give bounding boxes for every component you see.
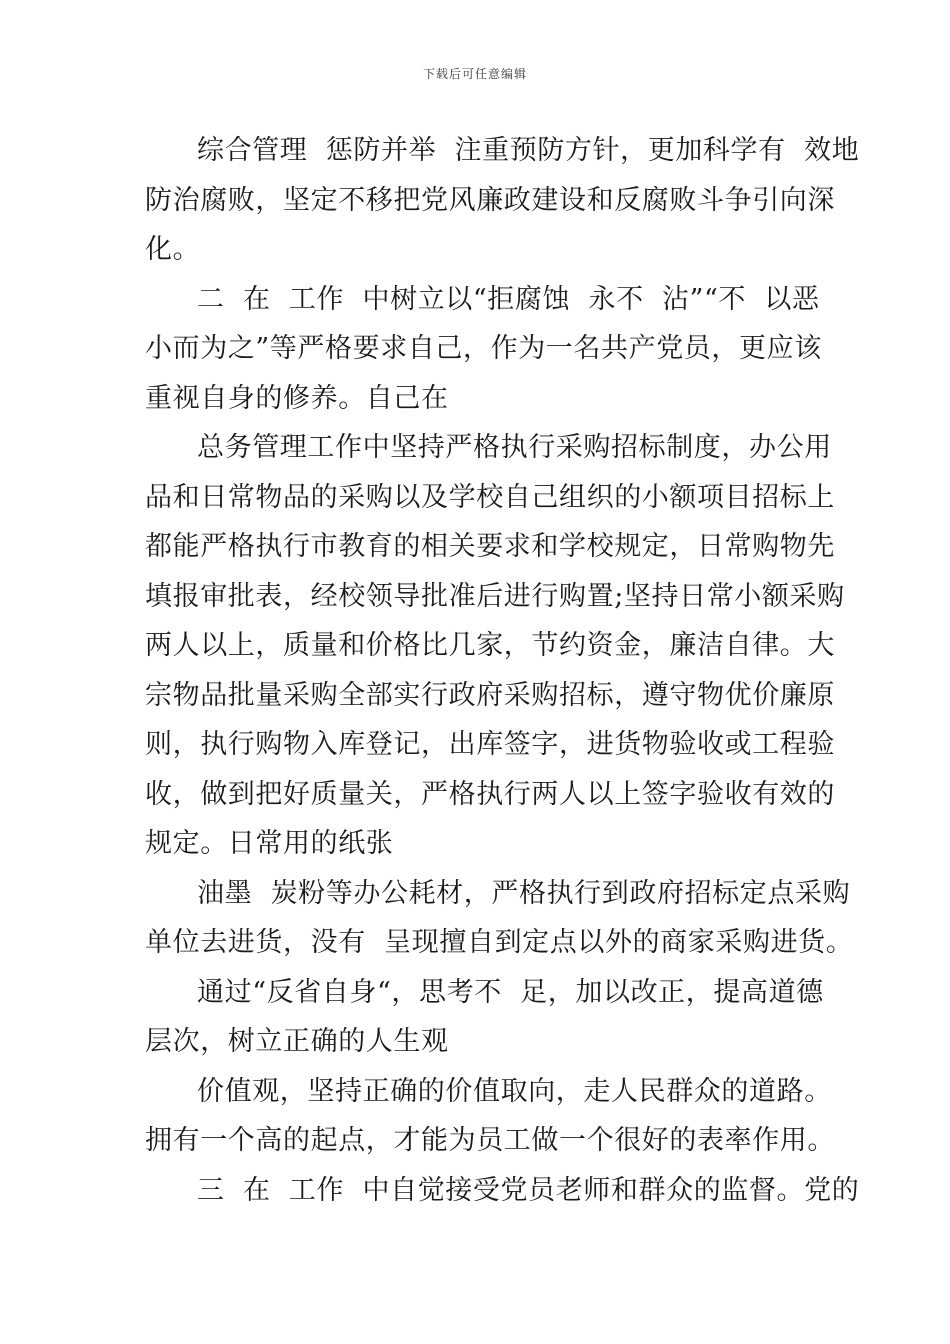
text-line: 总务管理工作中坚持严格执行采购招标制度，办公用 [197, 432, 832, 463]
text-line: 规定。日常用的纸张 [145, 828, 394, 859]
text-line: 二 在 工作 中树立以“拒腐蚀 永不 沾”“不 以恶 [197, 283, 820, 315]
text-line: 综合管理 惩防并举 注重预防方针，更加科学有 效地 [197, 135, 860, 166]
text-line: 宗物品批量采购全部实行政府采购招标，遵守物优价廉原 [145, 679, 835, 711]
text-line: 收，做到把好质量关，严格执行两人以上签字验收有效的 [145, 778, 835, 810]
text-line: 三 在 工作 中自觉接受党员老师和群众的监督。党的 [197, 1174, 860, 1206]
text-line: 则，执行购物入库登记，出库签字，进货物验收或工程验 [145, 729, 835, 760]
text-line: 重视自身的修养。自己在 [145, 382, 449, 414]
text-line: 油墨 炭粉等办公耗材，严格执行到政府招标定点采购 [197, 877, 851, 909]
text-line: 防治腐败，坚定不移把党风廉政建设和反腐败斗争引向深 [145, 184, 835, 216]
text-line: 价值观，坚持正确的价值取向，走人民群众的道路。 [197, 1075, 832, 1107]
document-body [145, 126, 860, 1215]
text-line: 两人以上，质量和价格比几家，节约资金，廉洁自律。大 [145, 630, 835, 661]
text-line: 通过“反省自身“，思考不 足，加以改正，提高道德 [197, 976, 824, 1008]
text-line: 都能严格执行市教育的相关要求和学校规定，日常购物先 [145, 531, 835, 562]
text-line: 品和日常物品的采购以及学校自己组织的小额项目招标上 [145, 481, 835, 513]
text-line: 拥有一个高的起点，才能为员工做一个很好的表率作用。 [145, 1125, 835, 1156]
text-line: 填报审批表，经校领导批准后进行购置;坚持日常小额采购 [145, 580, 845, 612]
text-line: 小而为之”等严格要求自己，作为一名共产党员，更应该 [145, 333, 822, 364]
text-line: 化。 [145, 234, 201, 265]
text-line: 层次，树立正确的人生观 [145, 1026, 449, 1057]
text-line: 单位去进货，没有 呈现擅自到定点以外的商家采购进货。 [145, 927, 854, 958]
page-header-note: 下载后可任意编辑 [422, 67, 527, 81]
